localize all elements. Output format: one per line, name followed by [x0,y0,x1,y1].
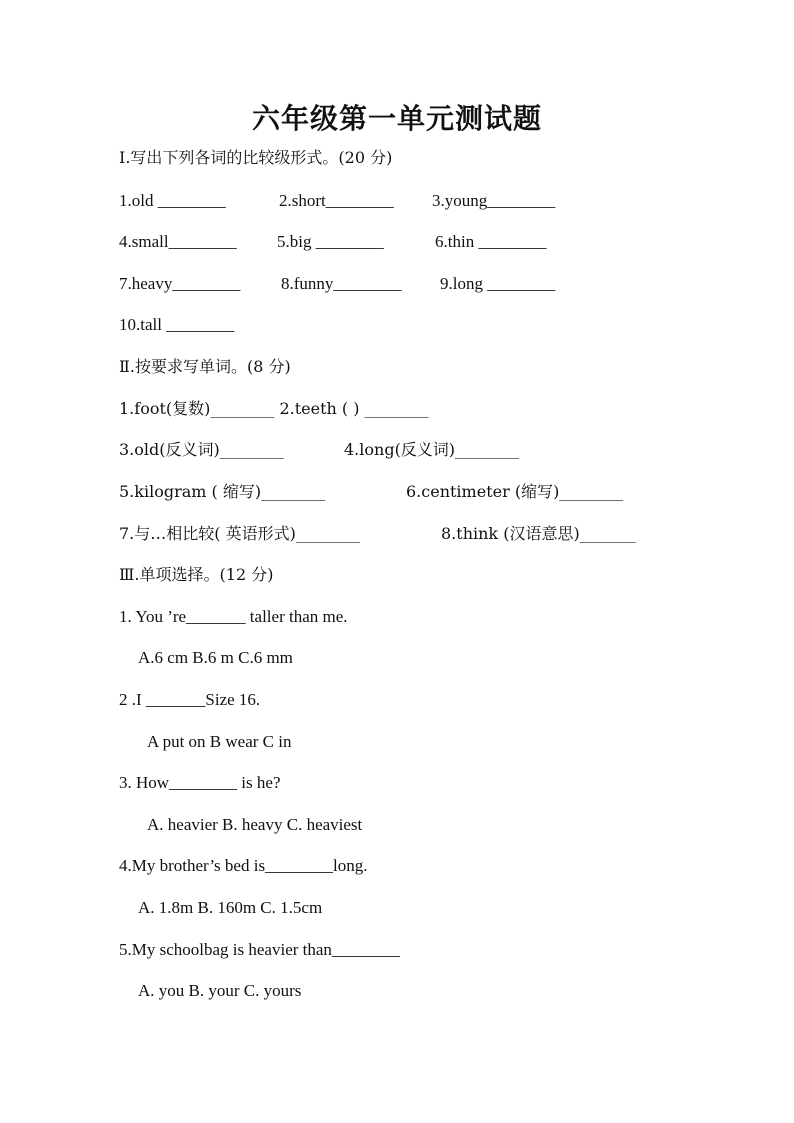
question-1-options: A.6 cm B.6 m C.6 mm [138,648,293,667]
section-1-item: 9.long ________ [440,274,556,293]
question-2-stem: 2 .I _______Size 16. [119,690,261,709]
section-2-item: 6.centimeter (缩写)________ [406,482,624,501]
section-2-item: 8.think (汉语意思)_______ [441,524,636,543]
section-1-item: 3.young________ [432,191,556,210]
question-2-options: A put on B wear C in [147,732,292,751]
section-1-item: 7.heavy________ [119,274,241,293]
section-2-item: 7.与…相比较( 英语形式)________ [119,524,360,543]
question-5-options: A. you B. your C. yours [138,981,302,1000]
question-3-options: A. heavier B. heavy C. heaviest [147,815,363,834]
section-2-item: 4.long(反义词)________ [344,440,520,459]
question-3-stem: 3. How________ is he? [119,773,281,792]
section-1-item: 4.small________ [119,232,237,251]
section-1-item: 1.old ________ [119,191,226,210]
section-1-heading: Ⅰ.写出下列各词的比较级形式。(20 分) [119,148,393,167]
question-5-stem: 5.My schoolbag is heavier than________ [119,940,400,959]
section-2-item: 1.foot(复数)________ 2.teeth ( ) ________ [119,399,429,418]
section-1-item: 6.thin ________ [435,232,547,251]
question-4-stem: 4.My brother’s bed is________long. [119,856,368,875]
section-1-item: 10.tall ________ [119,315,235,334]
section-1-item: 5.big ________ [277,232,384,251]
section-1-item: 2.short________ [279,191,394,210]
section-2-heading: Ⅱ.按要求写单词。(8 分) [119,357,291,376]
section-1-item: 8.funny________ [281,274,402,293]
section-3-heading: Ⅲ.单项选择。(12 分) [119,565,274,584]
section-2-item: 5.kilogram ( 缩写)________ [119,482,326,501]
page-title: 六年级第一单元测试题 [251,102,542,135]
section-2-item: 3.old(反义词)________ [119,440,284,459]
question-4-options: A. 1.8m B. 160m C. 1.5cm [138,898,323,917]
question-1-stem: 1. You ’re_______ taller than me. [119,607,348,626]
